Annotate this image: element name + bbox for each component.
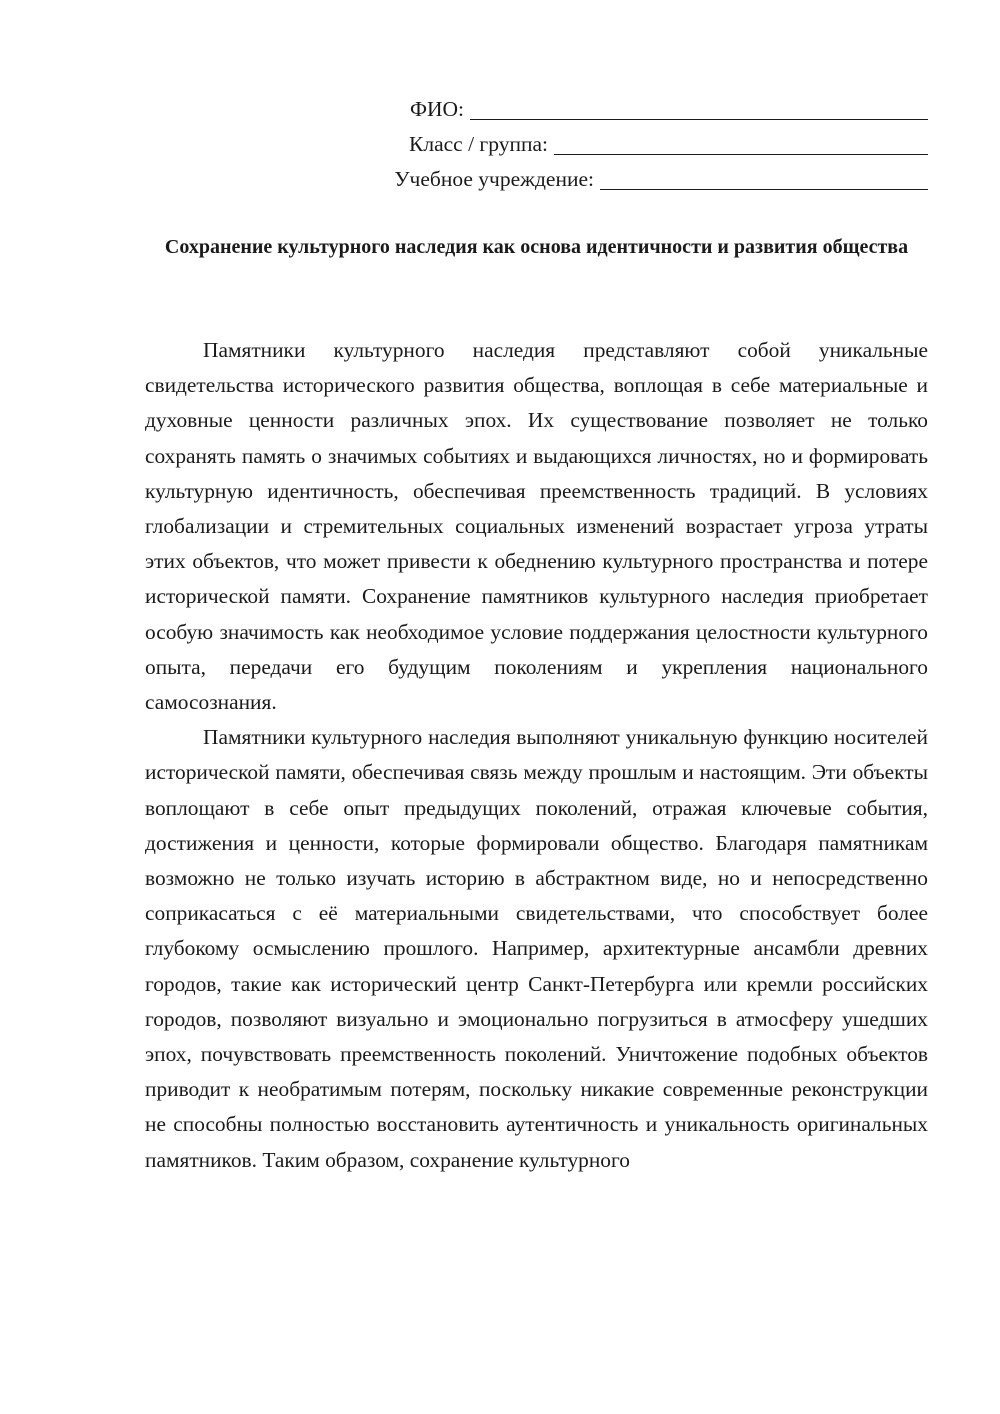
institution-blank-line	[600, 167, 928, 190]
essay-paragraph: Памятники культурного наследия представляют собой уникальные свидетельства исторического развития общества, воплощая в себе материальные и духовные ценности различных эпох. Их существование позволяет не только сохранять память о значимых событиях и выдающихся личностях, но и формировать культурную идентичность, обеспечивая преемственность традиций. В условиях глобализации и стремительных социальных изменений возрастает угроза утраты этих объектов, что может привести к обеднению культурного пространства и потере исторической памяти. Сохранение памятников культурного наследия приобретает особую значимость как необходимое условие поддержания целостности культурного опыта, передачи его будущим поколениям и укрепления национального самосознания.	[145, 338, 928, 715]
fio-blank-line	[470, 97, 928, 120]
essay-paragraph: Памятники культурного наследия выполняют уникальную функцию носителей исторической памяти, обеспечивая связь между прошлым и настоящим. Эти объекты воплощают в себе опыт предыдущих поколений, отражая ключевые события, достижения и ценности, которые формировали общество. Благодаря памятникам возможно не только изучать историю в абстрактном виде, но и непосредственно соприкасаться с её материальными свидетельствами, что способствует более глубокому осмыслению прошлого. Например, архитектурные ансамбли древних городов, такие как исторический центр Санкт-Петербурга или кремли российских городов, позволяют визуально и эмоционально погрузиться в атмосферу ушедших эпох, почувствовать преемственность поколений. Уничтожение подобных объектов приводит к необратимым потерям, поскольку никакие современные реконструкции не способны полностью восстановить аутентичность и уникальность оригинальных памятников. Таким образом, сохранение культурного	[145, 725, 928, 1172]
fio-label: ФИО:	[409, 97, 464, 121]
class-field	[308, 127, 928, 162]
institution-label: Учебное учреждение:	[394, 167, 594, 191]
class-blank-line	[554, 132, 928, 155]
essay-title: Сохранение культурного наследия как основа идентичности и развития общества	[164, 236, 909, 258]
institution-field	[308, 162, 928, 197]
student-info-fields	[308, 92, 928, 197]
class-label: Класс / группа:	[409, 132, 548, 156]
fio-field	[308, 92, 928, 127]
essay-body	[145, 333, 928, 1178]
